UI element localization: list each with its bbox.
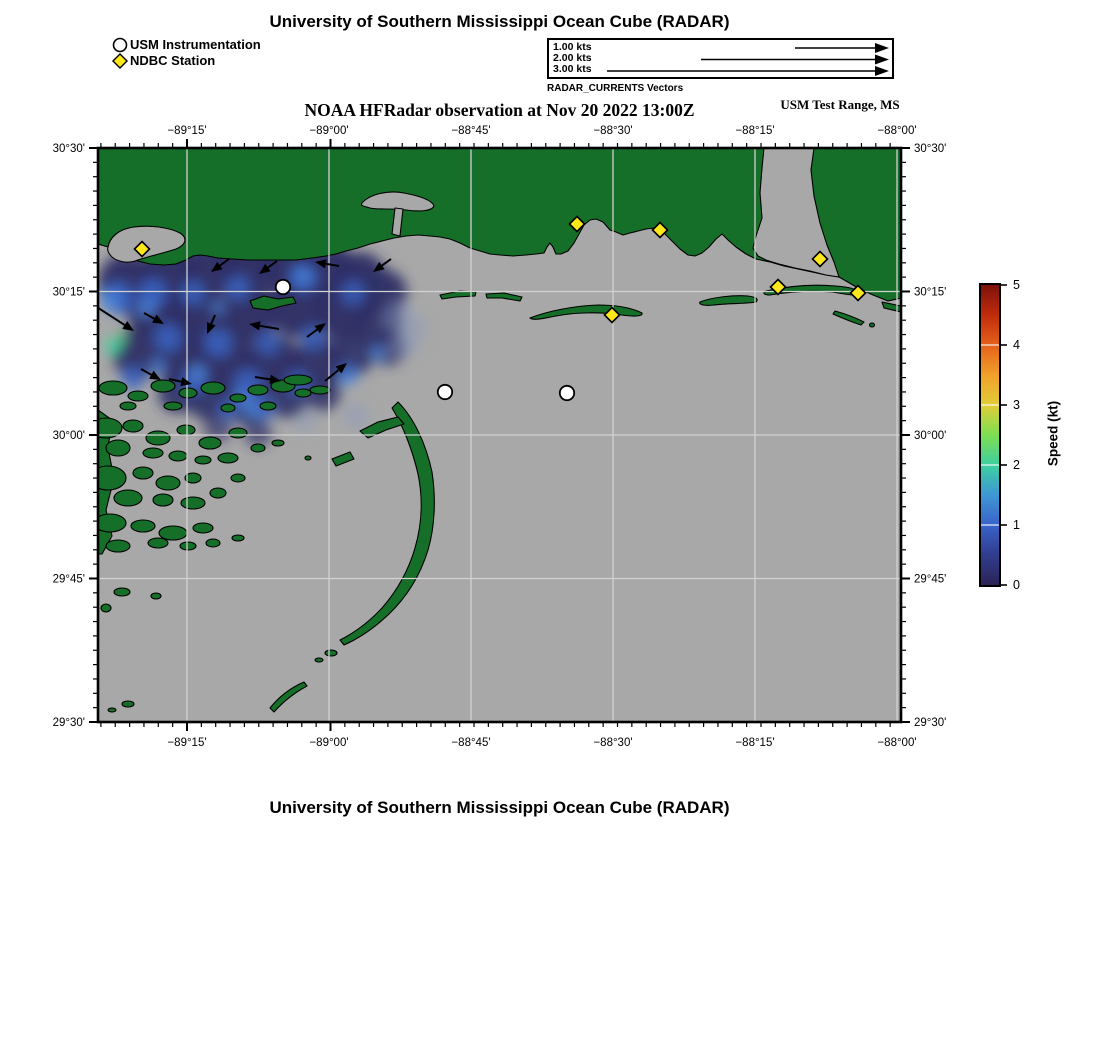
- speed-blob: [154, 324, 182, 352]
- marsh-islet: [251, 444, 265, 452]
- lon-tick-label-bottom: −89°15': [167, 737, 207, 749]
- lon-tick-label-top: −89°15': [167, 125, 207, 137]
- lat-tick-label-right: 29°45': [914, 573, 947, 586]
- lat-tick-label-left: 30°15': [52, 286, 85, 299]
- colorbar-tick-label: 4: [1013, 338, 1020, 352]
- speed-blob: [343, 403, 369, 429]
- speed-blob: [340, 370, 356, 386]
- lon-tick-label-bottom: −88°00': [877, 737, 917, 749]
- lon-tick-label-top: −88°15': [735, 125, 775, 137]
- marsh-islet: [151, 380, 175, 392]
- marsh-islet: [133, 467, 153, 479]
- marsh-islet: [148, 538, 168, 548]
- colorbar-tick-label: 0: [1013, 578, 1020, 590]
- marsh-islet: [179, 388, 197, 398]
- colorbar-gridline: [981, 344, 999, 346]
- vector-scale-label-2: 2.00 kts: [553, 52, 592, 64]
- usm-circle-icon: [114, 39, 127, 52]
- speed-blob: [204, 329, 232, 357]
- speed-blob: [245, 402, 261, 418]
- speed-blob: [341, 281, 365, 305]
- speed-blob: [404, 316, 428, 340]
- marsh-islet: [260, 402, 276, 410]
- speed-blob: [370, 345, 386, 361]
- marsh-islet: [164, 402, 182, 410]
- marsh-islet: [106, 540, 130, 552]
- marsh-islet: [218, 453, 238, 463]
- lon-tick-label-top: −89°00': [309, 125, 349, 137]
- colorbar-gridline: [981, 464, 999, 466]
- lat-tick-label-left: 29°45': [52, 573, 85, 586]
- current-vector-head: [875, 66, 889, 76]
- lon-tick-label-bottom: −88°15': [735, 737, 775, 749]
- colorbar-tick-label: 3: [1013, 398, 1020, 412]
- vector-scale-label-3: 3.00 kts: [553, 63, 592, 75]
- legend-label-usm: USM Instrumentation: [130, 37, 261, 52]
- marsh-islet: [284, 375, 312, 385]
- marsh-islet: [870, 323, 875, 327]
- marsh-islet: [114, 588, 130, 596]
- marsh-islet: [221, 404, 235, 412]
- lat-tick-label-right: 29°30': [914, 717, 947, 729]
- marsh-islet: [193, 523, 213, 533]
- colorbar-tick-label: 5: [1013, 278, 1020, 292]
- marsh-islet: [210, 488, 226, 498]
- colorbar-tick-label: 1: [1013, 518, 1020, 532]
- marsh-islet: [128, 391, 148, 401]
- usm-station-marker: [276, 280, 290, 294]
- marsh-islet: [101, 604, 111, 612]
- map-canvas: [48, 114, 968, 764]
- vector-scale-arrows: [549, 40, 892, 77]
- marsh-islet: [153, 494, 173, 506]
- lat-tick-label-right: 30°00': [914, 430, 947, 442]
- usm-station-marker: [438, 385, 452, 399]
- marsh-islet: [272, 440, 284, 446]
- marsh-islet: [195, 456, 211, 464]
- speed-blob: [256, 331, 280, 355]
- marsh-islet: [159, 526, 187, 540]
- speed-blob: [211, 301, 225, 315]
- marsh-islet: [231, 474, 245, 482]
- marsh-islet: [230, 394, 246, 402]
- lon-tick-label-top: −88°30': [593, 125, 633, 137]
- lat-tick-label-left: 29°30': [52, 717, 85, 729]
- marsh-islet: [169, 451, 187, 461]
- lon-tick-label-top: −88°00': [877, 125, 917, 137]
- marsh-islet: [201, 382, 225, 394]
- page-title: University of Southern Mississippi Ocean Cube (RADAR): [269, 12, 730, 31]
- lat-tick-label-right: 30°30': [914, 143, 947, 155]
- marsh-islet: [325, 650, 337, 656]
- marsh-islet: [120, 402, 136, 410]
- usm-station-marker: [560, 386, 574, 400]
- colorbar-gridline: [981, 524, 999, 526]
- marsh-islet: [99, 381, 127, 395]
- marsh-islet: [229, 428, 247, 438]
- observation-subtitle: NOAA HFRadar observation at Nov 20 2022 13:00Z: [304, 100, 695, 120]
- speed-blob: [100, 290, 120, 310]
- ndbc-diamond-icon: [113, 54, 127, 68]
- speed-blob: [226, 276, 250, 300]
- marsh-islet: [248, 385, 268, 395]
- current-vector-head: [875, 43, 889, 53]
- marsh-islet: [146, 431, 170, 445]
- marsh-islet: [123, 420, 143, 432]
- speed-blob: [294, 408, 318, 432]
- marsh-islet: [310, 386, 330, 394]
- colorbar-gridline: [981, 404, 999, 406]
- marsh-islet: [180, 542, 196, 550]
- marsh-islet: [181, 497, 205, 509]
- vector-scale-box: [547, 38, 894, 79]
- marsh-islet: [305, 456, 311, 460]
- lat-tick-label-right: 30°15': [914, 286, 947, 299]
- current-vector-head: [875, 55, 889, 65]
- legend-symbols: [112, 36, 130, 72]
- lon-tick-label-bottom: −89°00': [309, 737, 349, 749]
- marsh-islet: [106, 440, 130, 456]
- marsh-islet: [131, 520, 155, 532]
- marsh-islet: [122, 701, 134, 707]
- speed-blob: [244, 419, 272, 447]
- marsh-islet: [177, 425, 195, 435]
- colorbar-ticks: [999, 278, 1039, 590]
- speed-blob: [150, 358, 166, 374]
- marsh-islet: [315, 658, 323, 662]
- vector-scale-label-1: 1.00 kts: [553, 41, 592, 53]
- lon-tick-label-top: −88°45': [451, 125, 491, 137]
- lat-tick-label-left: 30°30': [52, 143, 85, 155]
- lat-tick-label-left: 30°00': [52, 430, 85, 442]
- marsh-islet: [199, 437, 221, 449]
- speed-blob: [181, 281, 205, 305]
- speed-blob: [295, 268, 311, 284]
- marsh-islet: [295, 389, 311, 397]
- footer-title: University of Southern Mississippi Ocean Cube (RADAR): [269, 798, 730, 817]
- marsh-islet: [151, 593, 161, 599]
- marsh-islet: [108, 708, 116, 712]
- marsh-islet: [156, 476, 180, 490]
- speed-blob: [189, 364, 207, 382]
- lon-tick-label-bottom: −88°30': [593, 737, 633, 749]
- colorbar-axis-label: Speed (kt): [1045, 400, 1061, 467]
- marsh-islet: [206, 539, 220, 547]
- speed-colorbar: [979, 283, 1001, 587]
- speed-blob: [117, 333, 127, 343]
- marsh-islet: [232, 535, 244, 541]
- legend-label-ndbc: NDBC Station: [130, 53, 216, 68]
- colorbar-tick-label: 2: [1013, 458, 1020, 472]
- marsh-islet: [143, 448, 163, 458]
- marsh-islet: [114, 490, 142, 506]
- lon-tick-label-bottom: −88°45': [451, 737, 491, 749]
- vector-scale-caption: RADAR_CURRENTS Vectors: [547, 83, 684, 94]
- region-label: USM Test Range, MS: [780, 97, 900, 112]
